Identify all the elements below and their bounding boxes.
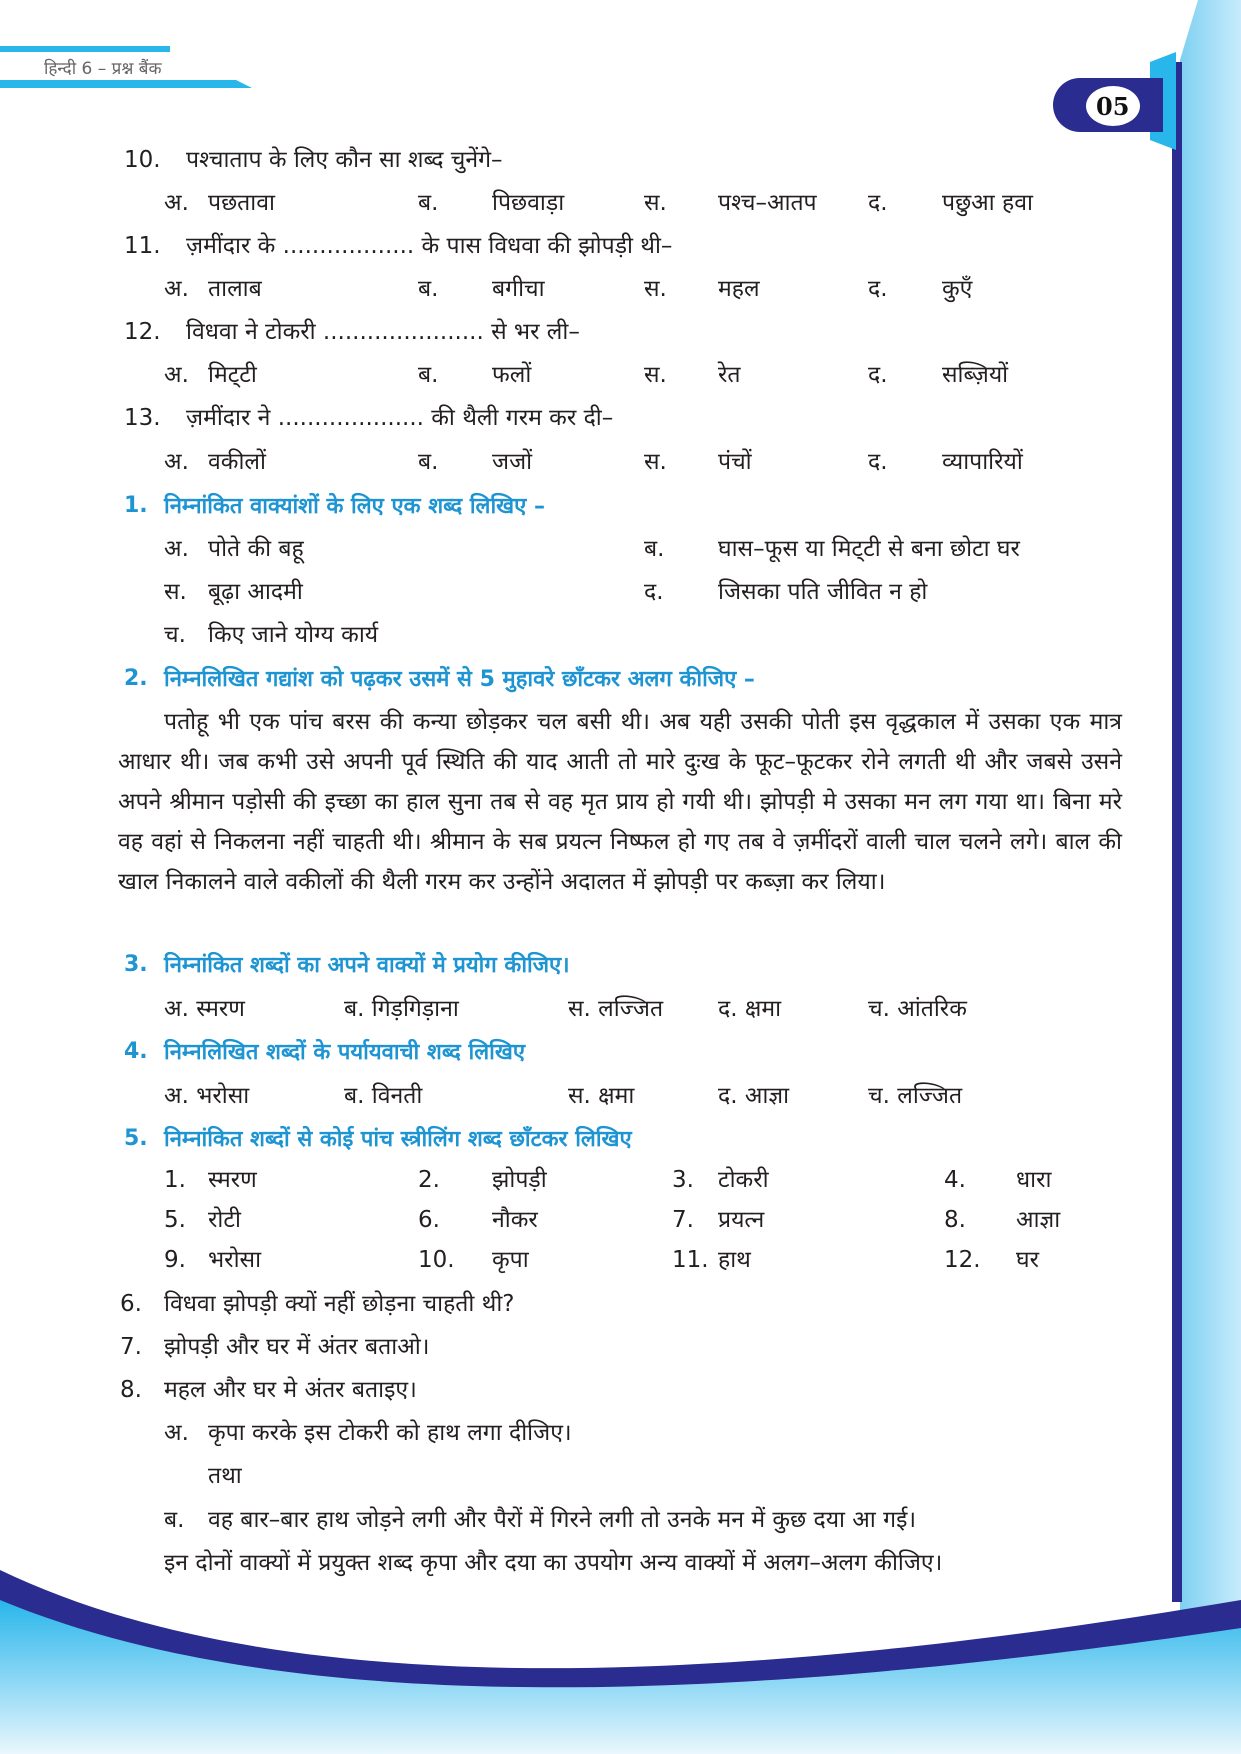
- question-number: 10.: [124, 147, 161, 173]
- word-number: 12.: [944, 1247, 981, 1273]
- item-text: वह बार–बार हाथ जोड़ने लगी और पैरों में गिरने लगी तो उनके मन में कुछ दया आ गई।: [208, 1507, 917, 1533]
- option-text: सब्ज़ियों: [942, 362, 1009, 388]
- question-text: महल और घर मे अंतर बताइए।: [164, 1377, 417, 1403]
- word-text: रोटी: [208, 1207, 241, 1233]
- section-heading: निम्नलिखित शब्दों के पर्यायवाची शब्द लिखिए: [164, 1040, 525, 1065]
- word-item: स. क्षमा: [568, 1083, 635, 1109]
- question-number: 13.: [124, 405, 161, 431]
- section-number: 1.: [124, 493, 148, 518]
- item-label: स.: [164, 579, 187, 605]
- option-label: स.: [644, 362, 667, 388]
- right-side-panel: [1180, 0, 1241, 1754]
- word-item: अ. भरोसा: [164, 1083, 250, 1109]
- question-text: विधवा ने टोकरी ...................... से भर ली–: [186, 319, 580, 345]
- word-item: द. आज्ञा: [718, 1083, 790, 1109]
- word-number: 1.: [164, 1167, 186, 1193]
- section-heading: निम्नांकित शब्दों से कोई पांच स्त्रीलिंग शब्द छाँटकर लिखिए: [164, 1127, 632, 1152]
- connector-text: तथा: [208, 1463, 242, 1489]
- option-label: ब.: [418, 362, 439, 388]
- word-number: 4.: [944, 1167, 966, 1193]
- question-text: विधवा झोपड़ी क्यों नहीं छोड़ना चाहती थी?: [164, 1291, 515, 1317]
- option-text: रेत: [718, 362, 741, 388]
- word-text: कृपा: [492, 1247, 529, 1273]
- option-text: जजों: [492, 449, 533, 475]
- option-label: स.: [644, 449, 667, 475]
- option-text: पंचों: [718, 449, 752, 475]
- word-text: नौकर: [492, 1207, 538, 1233]
- option-label: द.: [868, 362, 888, 388]
- option-label: द.: [868, 449, 888, 475]
- word-text: घर: [1016, 1247, 1039, 1273]
- option-text: महल: [718, 276, 760, 302]
- option-label: स.: [644, 190, 667, 216]
- word-number: 3.: [672, 1167, 694, 1193]
- word-number: 5.: [164, 1207, 186, 1233]
- question-text: ज़मींदार ने .................... की थैली गरम कर दी–: [186, 405, 614, 431]
- section-number: 3.: [124, 952, 148, 977]
- item-text: घास–फूस या मिट्‌टी से बना छोटा घर: [718, 536, 1020, 562]
- option-label: ब.: [418, 449, 439, 475]
- section-heading: निम्नांकित शब्दों का अपने वाक्यों मे प्रयोग कीजिए।: [164, 953, 570, 978]
- option-label: द.: [868, 276, 888, 302]
- item-text: पोते की बहू: [208, 536, 304, 562]
- item-label: अ.: [164, 1420, 189, 1446]
- word-number: 10.: [418, 1247, 455, 1273]
- section-number: 4.: [124, 1039, 148, 1064]
- header-stripe-lower: [0, 80, 252, 88]
- word-item: स. लज्जित: [568, 996, 664, 1022]
- question-text: पश्चाताप के लिए कौन सा शब्द चुनेंगे–: [186, 147, 503, 173]
- question-number: 6.: [120, 1291, 142, 1317]
- option-text: व्यापारियों: [942, 449, 1023, 475]
- section-number: 2.: [124, 666, 148, 691]
- item-label: ब.: [644, 536, 665, 562]
- section-heading: निम्नांकित वाक्यांशों के लिए एक शब्द लिखिए –: [164, 494, 545, 519]
- word-number: 6.: [418, 1207, 440, 1233]
- passage-paragraph: पतोहू भी एक पांच बरस की कन्या छोड़कर चल बसी थी। अब यही उसकी पोती इस वृद्धकाल में उसका एक मात्र आधार थी। जब कभी उसे अपनी पूर्व स्थिति की याद आती तो मारे दुःख के फूट–फूटकर रोने लगती थी और जबसे उसने अपने श्रीमान पड़ोसी की इच्छा का हाल सुना तब से वह मृत प्राय हो गयी थी। झोपड़ी मे उसका मन लग गया था। बिना मरे वह वहां से निकलना नहीं चाहती थी। श्रीमान के सब प्रयत्न निष्फल हो गए तब वे ज़मींदरों वाली चाल चलने लगे। बाल की खाल निकालने वाले वकीलों की थैली गरम कर उन्होंने अदालत में झोपड़ी पर कब्ज़ा कर लिया।: [118, 709, 1122, 895]
- option-text: पश्च–आतप: [718, 190, 817, 216]
- option-label: अ.: [164, 362, 189, 388]
- word-text: टोकरी: [718, 1167, 769, 1193]
- book-title: हिन्दी 6 – प्रश्न बैंक: [44, 59, 162, 79]
- word-text: झोपड़ी: [492, 1167, 547, 1193]
- option-label: ब.: [418, 276, 439, 302]
- option-text: पछुआ हवा: [942, 190, 1033, 216]
- item-label: द.: [644, 579, 664, 605]
- option-label: द.: [868, 190, 888, 216]
- option-text: फलों: [492, 362, 532, 388]
- item-text: जिसका पति जीवित न हो: [718, 579, 928, 605]
- section-number: 5.: [124, 1126, 148, 1151]
- word-text: धारा: [1016, 1167, 1052, 1193]
- word-item: द. क्षमा: [718, 996, 782, 1022]
- word-number: 8.: [944, 1207, 966, 1233]
- word-item: ब. गिड़गिड़ाना: [344, 996, 459, 1022]
- question-text: झोपड़ी और घर में अंतर बताओ।: [164, 1334, 430, 1360]
- word-number: 11.: [672, 1247, 709, 1273]
- page-number: 05: [1096, 92, 1130, 121]
- instruction-text: इन दोनों वाक्यों में प्रयुक्त शब्द कृपा और दया का उपयोग अन्य वाक्यों में अलग–अलग कीजिए।: [164, 1550, 943, 1576]
- question-text: ज़मींदार के .................. के पास विधवा की झोपड़ी थी–: [186, 233, 673, 259]
- word-text: भरोसा: [208, 1247, 262, 1273]
- word-number: 9.: [164, 1247, 186, 1273]
- option-label: अ.: [164, 449, 189, 475]
- option-text: मिट्‌टी: [208, 362, 257, 388]
- word-text: प्रयत्न: [718, 1207, 765, 1233]
- option-text: बगीचा: [492, 276, 545, 302]
- option-text: पिछवाड़ा: [492, 190, 565, 216]
- header-stripe: [0, 46, 170, 52]
- item-text: किए जाने योग्य कार्य: [208, 622, 379, 648]
- option-label: स.: [644, 276, 667, 302]
- word-item: च. आंतरिक: [868, 996, 967, 1022]
- option-text: पछतावा: [208, 190, 275, 216]
- word-item: ब. विनती: [344, 1083, 423, 1109]
- question-number: 12.: [124, 319, 161, 345]
- item-text: बूढ़ा आदमी: [208, 579, 303, 605]
- right-vertical-bar: [1172, 62, 1182, 1602]
- option-label: अ.: [164, 190, 189, 216]
- item-label: अ.: [164, 536, 189, 562]
- option-text: तालाब: [208, 276, 262, 302]
- option-text: वकीलों: [208, 449, 266, 475]
- word-item: च. लज्जित: [868, 1083, 963, 1109]
- word-number: 2.: [418, 1167, 440, 1193]
- option-label: ब.: [418, 190, 439, 216]
- item-label: ब.: [164, 1507, 185, 1533]
- item-label: च.: [164, 622, 186, 648]
- question-number: 7.: [120, 1334, 142, 1360]
- word-text: आज्ञा: [1016, 1207, 1061, 1233]
- option-text: कुएँ: [942, 276, 973, 302]
- item-text: कृपा करके इस टोकरी को हाथ लगा दीजिए।: [208, 1420, 572, 1446]
- word-text: स्मरण: [208, 1167, 257, 1193]
- word-number: 7.: [672, 1207, 694, 1233]
- question-number: 8.: [120, 1377, 142, 1403]
- word-item: अ. स्मरण: [164, 996, 245, 1022]
- question-number: 11.: [124, 233, 161, 259]
- word-text: हाथ: [718, 1247, 751, 1273]
- section-heading: निम्नलिखित गद्यांश को पढ़कर उसमें से 5 मुहावरे छाँटकर अलग कीजिए –: [164, 667, 755, 692]
- option-label: अ.: [164, 276, 189, 302]
